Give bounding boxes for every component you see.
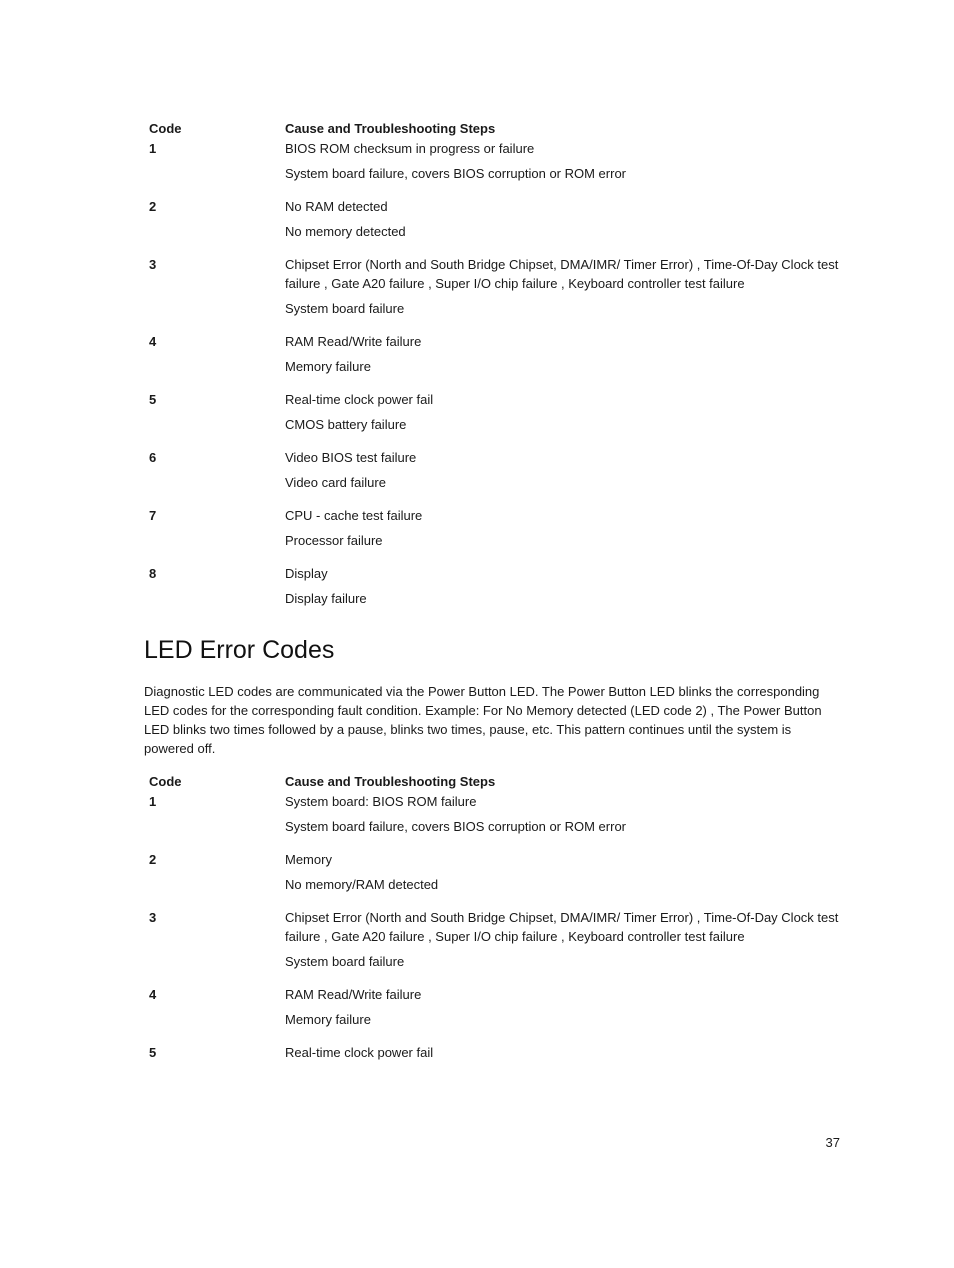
cause-cell (285, 255, 844, 324)
cause-line: Processor failure (285, 533, 383, 548)
column-header-code: Code (149, 121, 182, 136)
cause-line: Memory failure (285, 359, 371, 374)
cause-line: RAM Read/Write failure (285, 987, 422, 1002)
code-cell: 5 (149, 392, 157, 407)
code-cell: 4 (149, 987, 157, 1002)
column-header-cause: Cause and Troubleshooting Steps (285, 774, 496, 789)
cause-line: Display (285, 566, 328, 581)
code-cell: 5 (149, 1045, 157, 1060)
code-cell: 3 (149, 257, 157, 272)
table-header (144, 772, 844, 792)
cause-cell (285, 197, 844, 247)
table-header (144, 119, 844, 139)
cause-line: System board failure (285, 301, 405, 316)
cause-cell (285, 985, 844, 1035)
code-cell: 1 (149, 141, 157, 156)
code-cell: 3 (149, 910, 157, 925)
section-intro-paragraph: Diagnostic LED codes are communicated via the Power Button LED. The Power Button LED blinks the corresponding LED codes for the corresponding fault condition. Example: For No Memory detected (LED code 2) , The Power Button LED blinks two times followed by a pause, blinks two times, pause, etc. This pattern continues until the system is powered off. (144, 684, 822, 756)
table-row (144, 332, 844, 382)
cause-line: Chipset Error (North and South Bridge Chipset, DMA/IMR/ Timer Error) , Time-Of-Day Clock test failure , Gate A20 failure , Super I/O chip failure , Keyboard controller test failure (285, 910, 839, 944)
table-row (144, 255, 844, 324)
cause-line: BIOS ROM checksum in progress or failure (285, 141, 535, 156)
cause-cell (285, 139, 844, 189)
table-row (144, 985, 844, 1035)
column-header-cause: Cause and Troubleshooting Steps (285, 121, 496, 136)
table-body (144, 792, 844, 1068)
column-header-code: Code (149, 774, 182, 789)
cause-line: Video card failure (285, 475, 386, 490)
table-row (144, 908, 844, 977)
cause-line: Real-time clock power fail (285, 392, 434, 407)
code-cell: 4 (149, 334, 157, 349)
cause-line: Memory (285, 852, 332, 867)
cause-line: No memory/RAM detected (285, 877, 439, 892)
cause-cell (285, 908, 844, 977)
cause-line: System board failure (285, 954, 405, 969)
cause-cell (285, 390, 844, 440)
cause-line: Video BIOS test failure (285, 450, 417, 465)
cause-line: Chipset Error (North and South Bridge Chipset, DMA/IMR/ Timer Error) , Time-Of-Day Clock test failure , Gate A20 failure , Super I/O chip failure , Keyboard controller test failure (285, 257, 839, 291)
code-cell: 6 (149, 450, 157, 465)
code-cell: 2 (149, 199, 157, 214)
cause-line: RAM Read/Write failure (285, 334, 422, 349)
cause-cell (285, 332, 844, 382)
post-codes-table (144, 119, 844, 614)
cause-line: System board failure, covers BIOS corruption or ROM error (285, 819, 627, 834)
table-row (144, 850, 844, 900)
table-body (144, 139, 844, 614)
cause-line: CPU - cache test failure (285, 508, 423, 523)
table-row (144, 390, 844, 440)
cause-cell (285, 850, 844, 900)
code-cell: 1 (149, 794, 157, 809)
cause-line: No memory detected (285, 224, 406, 239)
cause-line: System board: BIOS ROM failure (285, 794, 477, 809)
cause-cell (285, 564, 844, 614)
table-row (144, 792, 844, 842)
cause-cell (285, 1043, 844, 1068)
cause-cell (285, 506, 844, 556)
cause-cell (285, 448, 844, 498)
cause-line: System board failure, covers BIOS corruption or ROM error (285, 166, 627, 181)
table-row (144, 564, 844, 614)
table-row (144, 1043, 844, 1068)
code-cell: 8 (149, 566, 157, 581)
code-cell: 2 (149, 852, 157, 867)
cause-line: Real-time clock power fail (285, 1045, 434, 1060)
table-row (144, 506, 844, 556)
section-heading: LED Error Codes (144, 636, 335, 664)
cause-line: Display failure (285, 591, 367, 606)
table-row (144, 448, 844, 498)
cause-line: CMOS battery failure (285, 417, 407, 432)
cause-cell (285, 792, 844, 842)
cause-line: No RAM detected (285, 199, 388, 214)
table-row (144, 197, 844, 247)
table-row (144, 139, 844, 189)
cause-line: Memory failure (285, 1012, 371, 1027)
led-codes-table (144, 772, 844, 1068)
code-cell: 7 (149, 508, 157, 523)
page-number: 37 (825, 1135, 840, 1150)
